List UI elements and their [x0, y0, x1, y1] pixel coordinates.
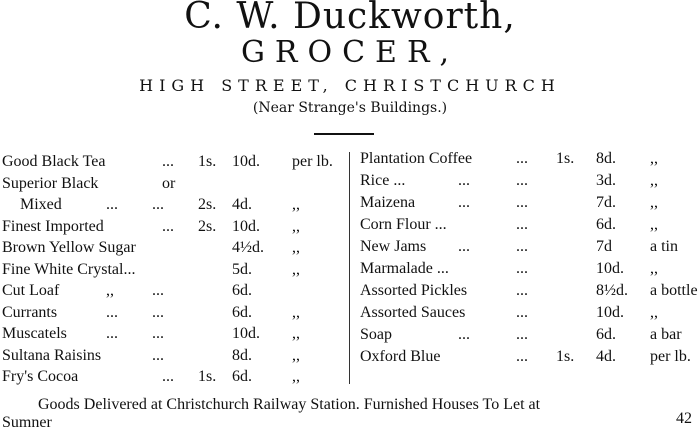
price-pence: 7d [596, 238, 612, 255]
leader: ,, [106, 282, 114, 299]
price-pence: 6d. [232, 368, 252, 385]
leader: ... [152, 303, 164, 321]
item-name: Maizena [360, 194, 416, 211]
item-name: Cut Loaf [2, 282, 60, 299]
price-unit: ,, [292, 217, 300, 235]
price-unit: a tin [650, 238, 678, 255]
item-name: Plantation Coffee [360, 150, 473, 167]
footer-delivery-note-cont: Sumner [2, 414, 52, 431]
price-unit: a bar [650, 326, 682, 343]
leader: ... [458, 194, 470, 211]
shop-name: C. W. Duckworth, [184, 0, 516, 37]
shop-trade: GROCER, [240, 35, 460, 70]
header-divider [314, 133, 374, 135]
price-shillings: 2s. [198, 217, 217, 235]
price-pence: 10d. [232, 217, 260, 235]
item-name: Sultana Raisins [2, 346, 102, 364]
price-pence: 4½d. [232, 239, 264, 256]
price-shillings: 1s. [198, 153, 217, 170]
price-shillings: 1s. [198, 368, 217, 385]
price-unit: per lb. [292, 153, 333, 170]
price-unit: ,, [650, 260, 658, 277]
leader: ... [516, 348, 528, 365]
leader: ... [106, 303, 118, 321]
price-unit: a bottle [650, 282, 698, 299]
price-pence: 10d. [596, 260, 624, 277]
item-name: New Jams [360, 238, 427, 255]
leader: ... [152, 282, 164, 299]
leader: ... [458, 172, 470, 189]
shop-address: HIGH STREET, CHRISTCHURCH [139, 76, 561, 95]
price-unit: per lb. [650, 348, 691, 365]
leader: ... [152, 196, 164, 213]
leader: ... [516, 194, 528, 211]
page-number: 42 [676, 410, 692, 427]
price-shillings: 1s. [556, 150, 575, 167]
price-pence: 6d. [232, 303, 252, 321]
leader: ... [152, 325, 164, 342]
item-name: Currants [2, 303, 58, 321]
leader: ... [516, 304, 528, 321]
item-name: Brown Yellow Sugar [2, 239, 136, 256]
price-pence: 8d. [232, 346, 252, 364]
price-pence: 8½d. [596, 282, 628, 299]
price-pence: 3d. [596, 172, 616, 189]
price-unit: ,, [650, 194, 658, 211]
price-shillings: 2s. [198, 196, 217, 213]
price-pence: 10d. [232, 325, 260, 342]
leader: ... [516, 216, 528, 233]
leader: or [162, 174, 176, 192]
price-pence: 4d. [232, 196, 252, 213]
price-unit: ,, [650, 304, 658, 321]
price-pence: 5d. [232, 260, 252, 278]
leader: ... [516, 260, 528, 277]
price-pence: 4d. [596, 348, 616, 365]
leader: ... [162, 153, 174, 170]
price-unit: ,, [292, 196, 300, 213]
price-unit: ,, [292, 303, 300, 321]
item-name: Corn Flour ... [360, 216, 447, 233]
leader: ... [162, 368, 174, 385]
price-unit: ,, [292, 260, 300, 278]
price-unit: ,, [292, 346, 300, 364]
leader: ... [516, 282, 528, 299]
leader: ... [516, 172, 528, 189]
price-pence: 10d. [596, 304, 624, 321]
leader: ... [516, 150, 528, 167]
leader: ... [516, 326, 528, 343]
price-unit: ,, [292, 325, 300, 342]
price-shillings: 1s. [556, 348, 575, 365]
item-name: Fine White Crystal... [2, 260, 136, 278]
item-name: Fry's Cocoa [2, 368, 79, 385]
price-unit: ,, [292, 368, 300, 385]
item-name: Assorted Sauces [360, 304, 466, 321]
leader: ... [162, 217, 174, 235]
leader: ... [152, 346, 164, 364]
item-name: Superior Black [2, 174, 99, 192]
price-pence: 6d. [232, 282, 252, 299]
price-pence: 7d. [596, 194, 616, 211]
price-unit: ,, [650, 172, 658, 189]
price-unit: ,, [650, 150, 658, 167]
price-pence: 8d. [596, 150, 616, 167]
item-name: Mixed [20, 196, 62, 213]
price-unit: ,, [292, 239, 300, 256]
leader: ... [458, 326, 470, 343]
item-name: Oxford Blue [360, 348, 441, 365]
leader: ... [458, 238, 470, 255]
item-name: Finest Imported [2, 217, 104, 235]
item-name: Rice ... [360, 172, 406, 189]
item-name: Muscatels [2, 325, 67, 342]
leader: ... [106, 196, 118, 213]
price-pence: 10d. [232, 153, 260, 170]
shop-location-note: (Near Strange's Buildings.) [252, 100, 448, 116]
item-name: Marmalade ... [360, 260, 449, 277]
column-divider [349, 152, 350, 384]
price-pence: 6d. [596, 326, 616, 343]
item-name: Assorted Pickles [360, 282, 468, 299]
item-name: Soap [360, 326, 392, 343]
item-name: Good Black Tea [2, 153, 106, 170]
leader: ... [106, 325, 118, 342]
price-unit: ,, [650, 216, 658, 233]
price-pence: 6d. [596, 216, 616, 233]
footer-delivery-note: Goods Delivered at Christchurch Railway Station. Furnished Houses To Let at [38, 396, 541, 413]
leader: ... [516, 238, 528, 255]
